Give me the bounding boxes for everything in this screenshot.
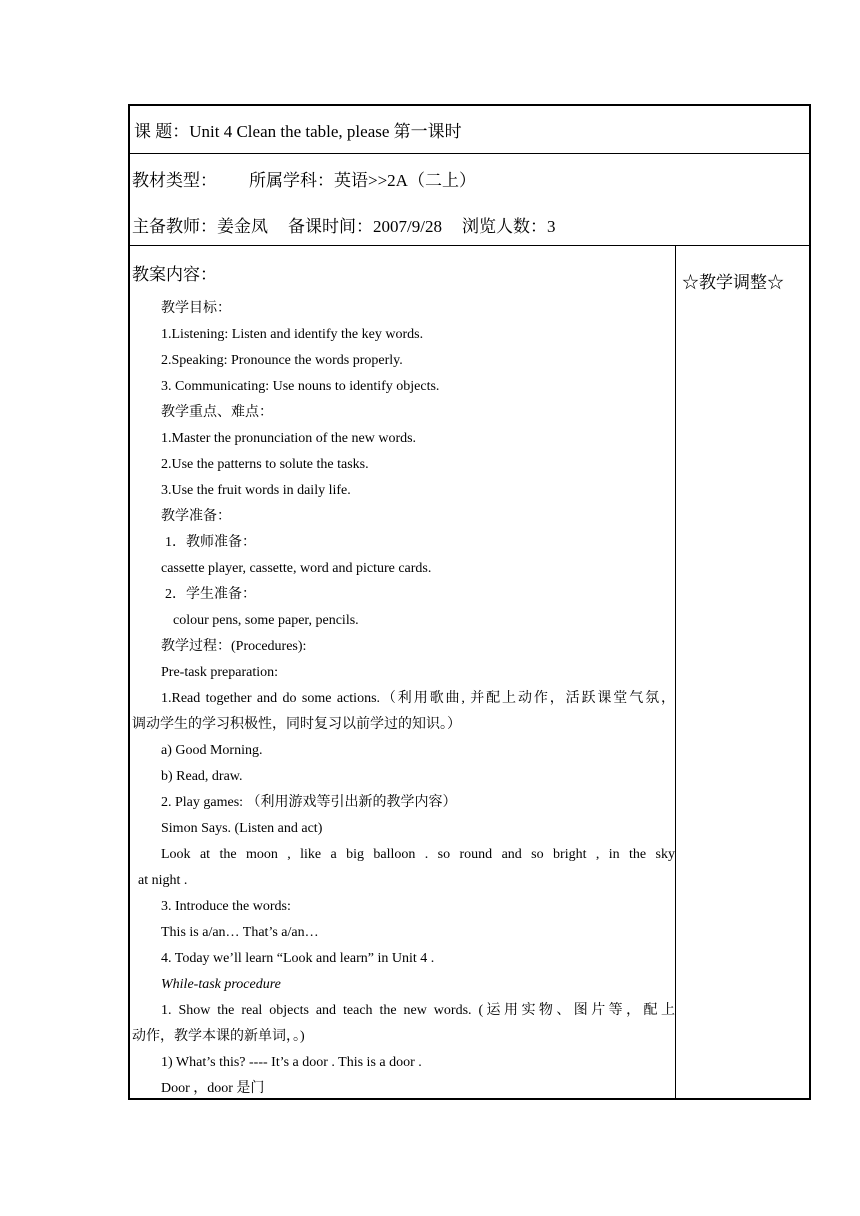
content-line: at night . <box>138 873 188 888</box>
meta-row <box>130 154 809 246</box>
content-row <box>130 246 809 1098</box>
content-line: a) Good Morning. <box>161 743 263 758</box>
subject-field: 所属学科：英语>>2A（二上） <box>249 171 476 190</box>
content-line: While-task procedure <box>161 977 281 992</box>
prep-time-field: 备课时间：2007/9/28 <box>288 217 442 236</box>
content-line: 1. Show the real objects and teach the new words. (运用实物、图片等，配上 <box>161 1003 675 1018</box>
teacher-field: 主备教师：姜金凤 <box>132 217 268 236</box>
content-line: 教学重点、难点： <box>161 405 273 420</box>
content-line: 2．学生准备： <box>165 587 256 602</box>
content-heading: 教案内容： <box>132 265 217 284</box>
meta-line-2 <box>132 212 555 237</box>
content-line: 3. Introduce the words: <box>161 899 291 914</box>
content-line: 1) What’s this? ---- It’s a door . This is a door . <box>161 1055 422 1070</box>
content-line: 2.Speaking: Pronounce the words properly. <box>161 353 403 368</box>
content-line: cassette player, cassette, word and picture cards. <box>161 561 432 576</box>
lesson-title: 课 题：Unit 4 Clean the table, please 第一课时 <box>134 122 462 141</box>
content-line: 3. Communicating: Use nouns to identify objects. <box>161 379 440 394</box>
content-line: 1．教师准备： <box>165 535 256 550</box>
title-row <box>130 106 809 154</box>
content-line: colour pens, some paper, pencils. <box>173 613 359 628</box>
lesson-plan-table <box>128 104 811 1100</box>
material-type-label: 教材类型： <box>132 171 217 190</box>
content-line: Simon Says. (Listen and act) <box>161 821 323 836</box>
content-line: Look at the moon , like a big balloon . so round and so bright , in the sky <box>161 847 675 862</box>
content-line: 3.Use the fruit words in daily life. <box>161 483 351 498</box>
content-line: 动作，教学本课的新单词，。) <box>132 1029 305 1044</box>
content-line: 4. Today we’ll learn “Look and learn” in Unit 4 . <box>161 951 435 966</box>
meta-line-1 <box>132 166 476 191</box>
content-line: 教学目标： <box>161 301 231 316</box>
content-line: 1.Read together and do some actions.（利用歌曲, 并配上动作，活跃课堂气氛， <box>161 691 675 706</box>
content-line: 2. Play games: （利用游戏等引出新的教学内容） <box>161 795 457 810</box>
content-line: 调动学生的学习积极性，同时复习以前学过的知识。） <box>132 717 461 732</box>
content-line: Door ，door 是门 <box>161 1081 265 1096</box>
lesson-content-cell <box>130 246 676 1098</box>
adjustment-label: ☆教学调整☆ <box>682 273 784 292</box>
content-lines <box>130 296 675 1102</box>
content-line: 1.Listening: Listen and identify the key words. <box>161 327 424 342</box>
views-field: 浏览人数：3 <box>461 217 556 236</box>
content-line: b) Read, draw. <box>161 769 243 784</box>
content-line: 2.Use the patterns to solute the tasks. <box>161 457 369 472</box>
content-line: 教学准备： <box>161 509 231 524</box>
content-line: 教学过程：(Procedures): <box>161 639 307 654</box>
content-line: This is a/an… That’s a/an… <box>161 925 319 940</box>
content-line: 1.Master the pronunciation of the new words. <box>161 431 417 446</box>
adjustment-cell <box>676 246 809 1098</box>
content-line: Pre-task preparation: <box>161 665 279 680</box>
